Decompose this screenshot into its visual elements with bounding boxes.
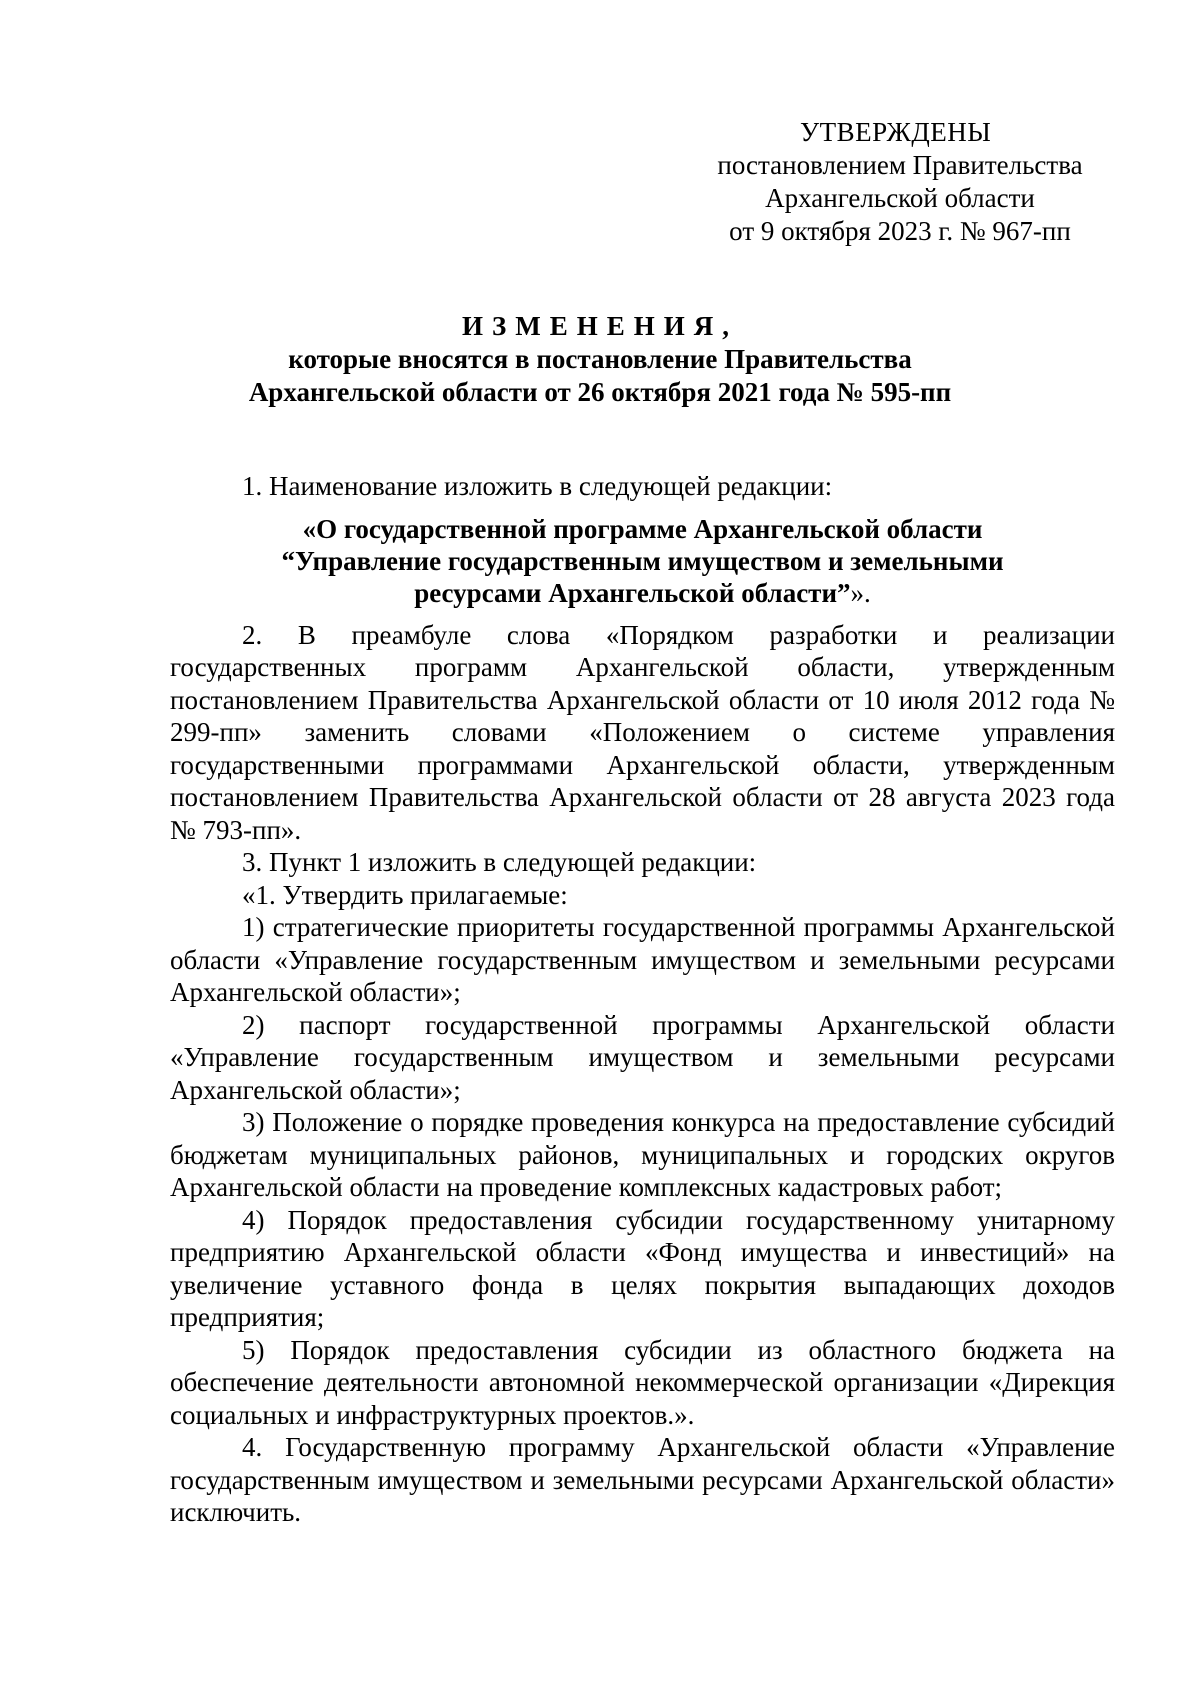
paragraph-4: 4. Государственную программу Архангельской области «Управление государственным имуществом и земельными ресурсами Архангельской области» исключить. (170, 1432, 1115, 1527)
document-body (170, 470, 1115, 1529)
heading-title: ИЗМЕНЕНИЯ, (461, 311, 738, 341)
document-heading (170, 310, 1030, 409)
paragraph-1: 1. Наименование изложить в следующей редакции: (242, 471, 833, 501)
heading-line-2: Архангельской области от 26 октября 2021 года № 595-пп (248, 377, 952, 407)
approval-block (700, 116, 1100, 248)
approval-line-1: постановлением Правительства (717, 150, 1083, 180)
new-program-title (170, 513, 1115, 609)
heading-line-1: которые вносятся в постановление Правительства (288, 344, 912, 374)
list-item-1: 1) стратегические приоритеты государственной программы Архангельской области «Управление государственным имуществом и земельными ресурсами Архангельской области»; (170, 912, 1115, 1007)
paragraph-3: 3. Пункт 1 изложить в следующей редакции: (242, 847, 757, 877)
list-item-2: 2) паспорт государственной программы Архангельской области «Управление государственным имуществом и земельными ресурсами Архангельской области»; (170, 1009, 1115, 1105)
list-item-4: 4) Порядок предоставления субсидии государственному унитарному предприятию Архангельской области «Фонд имущества и инвестиций» на увеличение уставного фонда в целях покрытия выпадающих доходов предприятия; (170, 1204, 1115, 1332)
approval-title: УТВЕРЖДЕНЫ (800, 117, 992, 147)
new-title-line-3 (170, 577, 1115, 609)
list-item-5: 5) Порядок предоставления субсидии из областного бюджета на обеспечение деятельности автономной некоммерческой организации «Дирекция социальных и инфраструктурных проектов.». (170, 1334, 1115, 1430)
list-item-3: 3) Положение о порядке проведения конкурса на предоставление субсидий бюджетам муниципальных районов, муниципальных и городских округов Архангельской области на проведение комплексных кадастровых работ; (170, 1107, 1115, 1202)
new-title-tail: ». (850, 577, 871, 608)
paragraph-3-intro: «1. Утвердить прилагаемые: (242, 879, 568, 910)
paragraph-2: 2. В преамбуле слова «Порядком разработки и реализации государственных программ Архангельской области, утвержденным постановлением Правительства Архангельской области от 10 июля 2012 года № 299-пп» заменить словами «Положением о системе управления государственными программами Архангельской области, утвержденным постановлением Правительства Архангельской области от 28 августа 2023 года № 793-пп». (170, 619, 1115, 845)
approval-line-3: от 9 октября 2023 г. № 967-пп (729, 216, 1071, 246)
approval-line-2: Архангельской области (765, 183, 1035, 213)
new-title-line-1: «О государственной программе Архангельской области (302, 513, 983, 544)
new-title-line-2: “Управление государственным имуществом и земельными (281, 545, 1004, 576)
new-title-line-3-text: ресурсами Архангельской области” (414, 577, 851, 608)
